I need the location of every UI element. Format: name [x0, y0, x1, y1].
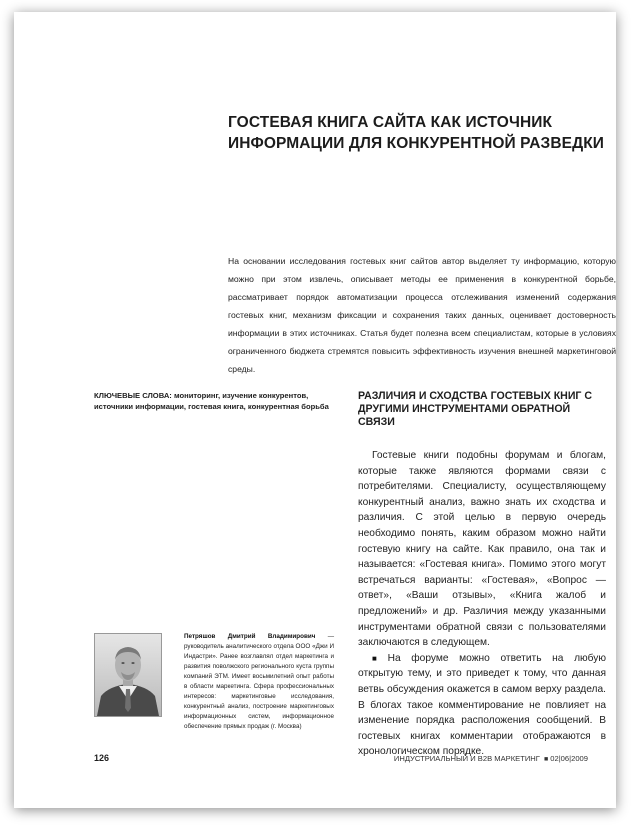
article-abstract: На основании исследования гостевых книг сайтов автор выделяет ту информацию, которую можно при этом извлечь, описывает методы ее применения в конкурентной борьбе, рассматривает порядок автоматизации процесса отслеживания изменений содержания гостевых книг, механизм фиксации и сохранения таких данных, оценивает достоверность информации в этих источниках. Статья будет полезна всем специалистам, которые в условиях ограниченного бюджета стремятся повысить эффективность изучения внешней маркетинговой среды. — [228, 256, 616, 374]
journal-footer — [394, 754, 588, 763]
author-portrait-icon — [95, 634, 161, 716]
journal-name: ИНДУСТРИАЛЬНЫЙ И B2B МАРКЕТИНГ — [393, 754, 540, 763]
author-photo — [94, 633, 162, 717]
body-paragraph: Гостевые книги подобны форумам и блогам, которые также являются формами связи с потребителями. Специалисту, осуществляющему конкурентный анализ, важно знать их сходства и различия. С этой целью в первую очередь необходимо понять, каким образом можно найти гостевую книгу на сайте. Как правило, она так и называется: «Гостевая книга». Помимо этого могут встречаться варианты: «Гостевая», «Вопрос — ответ», «Ваши отзывы», «Книга жалоб и предложений» и др. Различия между указанными инструментами обратной связи с пользователями заключаются в следующем. — [358, 450, 606, 649]
article-body — [358, 448, 606, 760]
issue-number: 02|06|2009 — [550, 754, 588, 763]
section-heading: РАЗЛИЧИЯ И СХОДСТВА ГОСТЕВЫХ КНИГ С ДРУГИМИ ИНСТРУМЕНТАМИ ОБРАТНОЙ СВЯЗИ — [358, 390, 593, 428]
page-number: 126 — [94, 753, 110, 763]
author-name: Петряшов Дмитрий Владимирович — [184, 633, 316, 640]
article-title-line-2: ИНФОРМАЦИИ ДЛЯ КОНКУРЕНТНОЙ РАЗВЕДКИ — [228, 135, 605, 152]
body-paragraph-text: На форуме можно ответить на любую открытую тему, и это приведет к тому, что данная ветвь обсуждения окажется в самом верху раздела. В блогах такое комментирование не повлияет на изменение порядка расположения сообщений. В гостевых книгах комментарии отображаются в хронологическом порядке. — [358, 652, 606, 758]
article-title — [228, 112, 618, 154]
body-paragraph-bullet — [358, 651, 606, 760]
square-separator-icon: ■ — [544, 756, 549, 763]
author-bio — [184, 632, 334, 732]
article-title-line-1: ГОСТЕВАЯ КНИГА САЙТА КАК ИСТОЧНИК — [228, 114, 553, 131]
keywords: КЛЮЧЕВЫЕ СЛОВА: мониторинг, изучение конкурентов, источники информации, гостевая книга, конкурентная борьба — [94, 391, 329, 411]
square-bullet-icon: ■ — [372, 653, 385, 663]
author-description: — руководитель аналитического отдела ООО «Джи И Индастри». Ранее возглавлял отдел маркетинга и развития поволжского регионального куста группы компаний ЭТМ. Имеет восьмилетний опыт работы в области маркетинга. Сфера профессиональных интересов: маркетинговые исследования, конкурентный анализ, построение маркетинговых информационных систем, информационное обеспечение прямых продаж (г. Москва) — [184, 633, 335, 730]
journal-page — [14, 12, 616, 808]
